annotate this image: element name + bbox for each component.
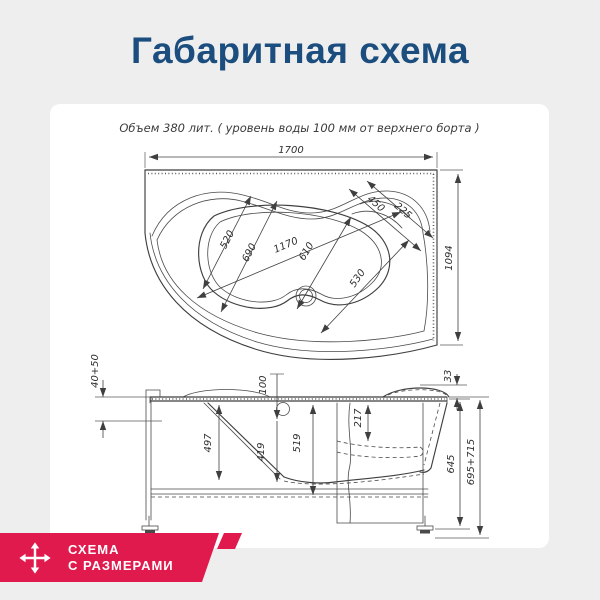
overflow-circle xyxy=(277,403,290,416)
dim-label-530: 530 xyxy=(347,267,368,290)
dim-label-695-715: 695+715 xyxy=(466,438,477,486)
dim-label-1094: 1094 xyxy=(444,245,455,271)
dim-label-520: 520 xyxy=(218,228,238,251)
badge-ribbon-sliver xyxy=(217,533,242,549)
dim-label-645: 645 xyxy=(446,454,457,474)
plan-view xyxy=(145,145,463,359)
dim-label-450: 450 xyxy=(364,193,387,215)
dim-label-217: 217 xyxy=(353,408,364,428)
dim-label-610: 610 xyxy=(297,240,317,263)
page-title: Габаритная схема xyxy=(130,30,470,71)
dim-label-100: 100 xyxy=(258,375,269,395)
dim-label-1700: 1700 xyxy=(278,145,304,156)
volume-note: Объем 380 лит. ( уровень воды 100 мм от верхнего борта ) xyxy=(119,121,480,135)
dim-label-33: 33 xyxy=(443,369,454,383)
side-view xyxy=(90,354,489,538)
dim-label-419: 419 xyxy=(256,442,267,462)
badge-line1: СХЕМА xyxy=(68,541,120,557)
dim-label-1170: 1170 xyxy=(272,235,300,256)
scheme-badge xyxy=(0,533,260,583)
dim-label-497: 497 xyxy=(203,433,214,453)
dim-label-519: 519 xyxy=(292,433,303,453)
dim-label-225: 225 xyxy=(391,200,414,222)
dim-label-40-50: 40+50 xyxy=(90,354,101,388)
move-arrows-icon xyxy=(18,541,52,575)
badge-line2: С РАЗМЕРАМИ xyxy=(68,557,174,573)
dim-label-690: 690 xyxy=(240,241,260,264)
